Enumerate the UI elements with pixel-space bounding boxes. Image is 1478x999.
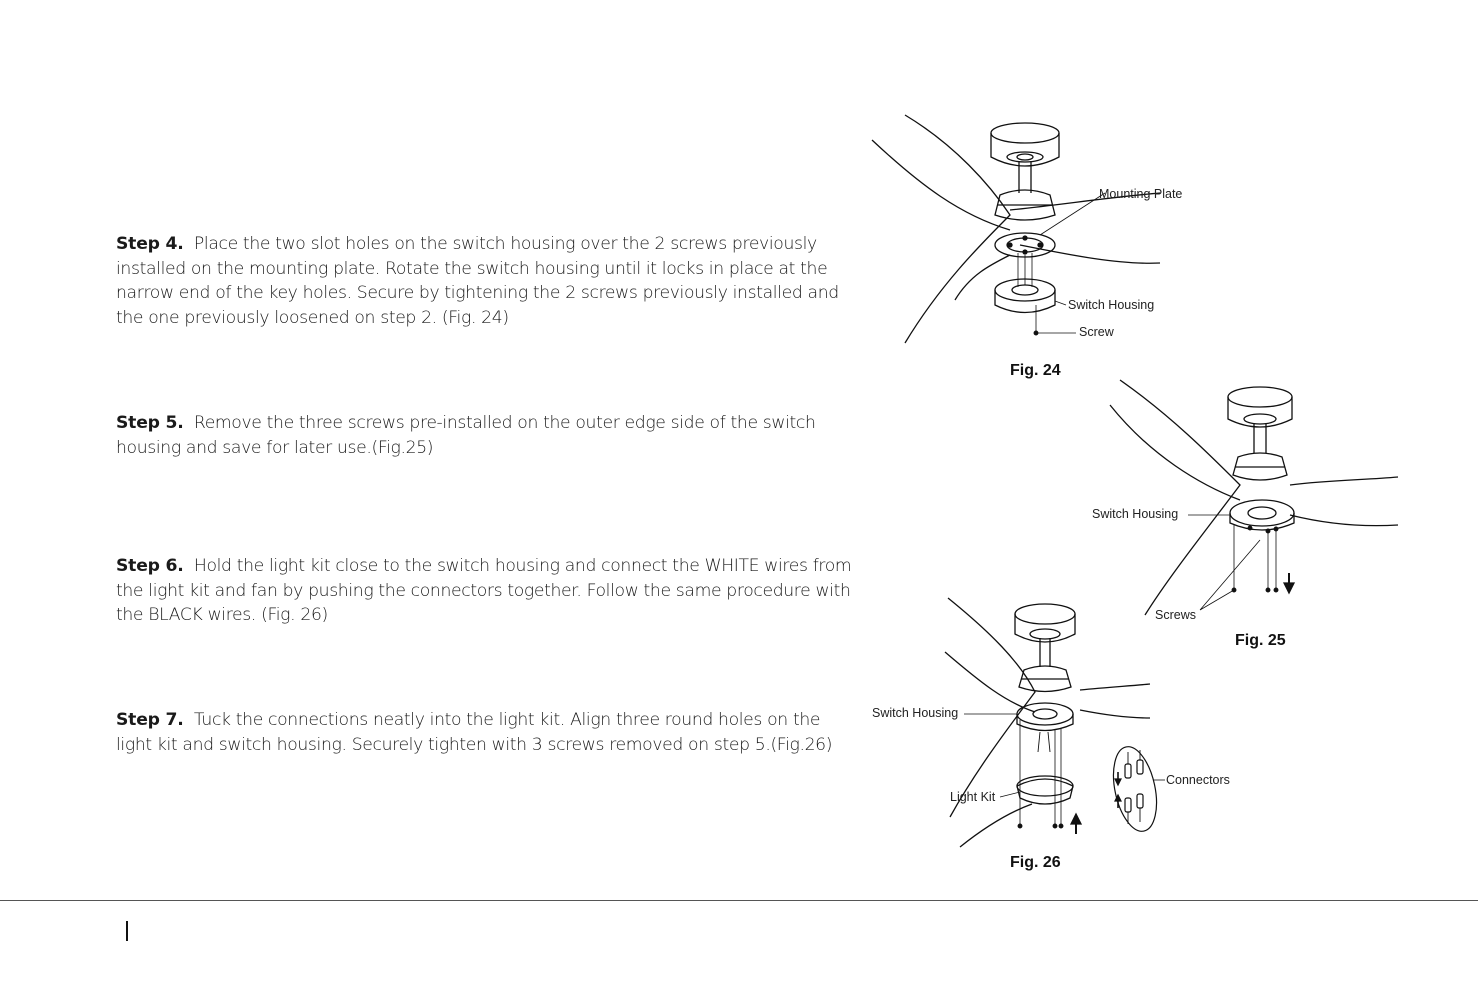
fig-26-light-kit-label: Light Kit [950,790,996,804]
step-4-instruction [116,232,856,330]
fig-24-illustration [860,105,1183,355]
fig-24-caption: Fig. 24 [1010,362,1061,379]
step-7-text: Tuck the connections neatly into the light kit. Align three round holes on the light kit and switch housing. Securely tighten with 3 screws removed on step 5.(Fig.26) [116,710,833,755]
step-5-instruction [116,411,856,460]
fig-26-switch-housing-label: Switch Housing [872,706,959,720]
step-6-label: Step 6. [116,556,184,576]
fig-24-screw-label: Screw [1079,325,1114,339]
step-5-label: Step 5. [116,413,184,433]
fig-24-mounting-plate-label: Mounting Plate [1099,187,1183,201]
step-4-text: Place the two slot holes on the switch housing over the 2 screws previously installed on the mounting plate. Rotate the switch housing until it locks in place at the narrow end of the key holes. Secure by tightening the 2 screws previously installed and the one previously loosened on step 2. (Fig. 24) [116,234,839,328]
step-6-instruction [116,554,856,628]
page-marker-bar [126,921,128,941]
fig-26-connectors-label: Connectors [1166,773,1230,787]
fig-25-illustration [1100,375,1400,625]
step-4-label: Step 4. [116,234,184,254]
step-5-text: Remove the three screws pre-installed on the outer edge side of the switch housing and save for later use.(Fig.25) [116,413,816,458]
fig-25-switch-housing-label: Switch Housing [1092,507,1179,521]
footer-divider [0,900,1478,901]
fig-25-screws-label: Screws [1155,608,1196,622]
fig-24-switch-housing-label: Switch Housing [1068,298,1155,312]
step-7-label: Step 7. [116,710,184,730]
step-7-instruction [116,708,856,757]
fig-26-caption: Fig. 26 [1010,854,1061,871]
fig-25-caption: Fig. 25 [1235,632,1286,649]
connectors-detail-illustration [1105,742,1165,837]
step-6-text: Hold the light kit close to the switch housing and connect the WHITE wires from the light kit and fan by pushing the connectors together. Follow the same procedure with the BLACK wires. (Fig. 26) [116,556,852,625]
